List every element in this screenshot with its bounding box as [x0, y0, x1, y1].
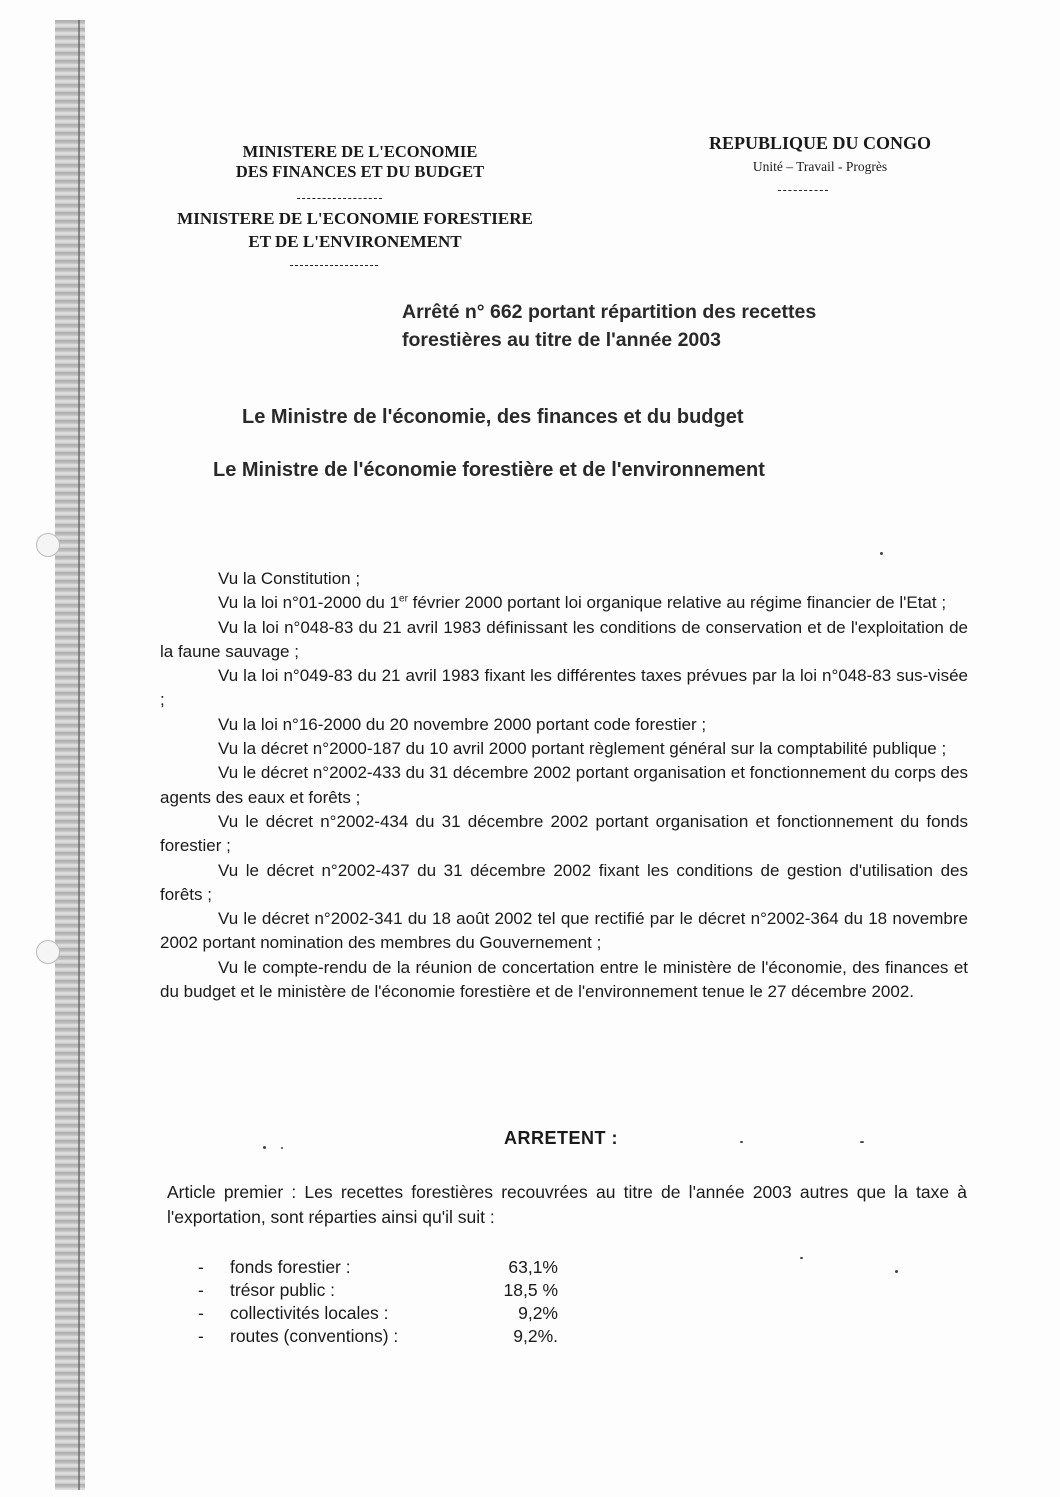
punch-hole	[36, 940, 60, 964]
visa-text: Vu la loi n°01-2000 du 1	[218, 593, 400, 613]
ministry-forest-header	[140, 207, 570, 253]
visa-loi-049-83: Vu la loi n°049-83 du 21 avril 1983 fixant les différentes taxes prévues par la loi n°048-83 sus-visée ;	[160, 666, 968, 710]
binding-line	[78, 20, 80, 1490]
scan-speck	[281, 1147, 283, 1149]
ministry-forest-line-2: ET DE L'ENVIRONEMENT	[248, 232, 462, 251]
ministry-forest-line-1: MINISTERE DE L'ECONOMIE FORESTIERE	[177, 209, 533, 228]
scan-speck	[263, 1146, 266, 1149]
list-bullet: -	[198, 1257, 204, 1277]
visas-block	[160, 567, 968, 1004]
scan-speck	[860, 1141, 864, 1143]
republic-header	[680, 132, 960, 176]
scan-speck	[740, 1141, 743, 1143]
list-item-label: routes (conventions) :	[230, 1326, 399, 1346]
minister-forest: Le Ministre de l'économie forestière et de l'environnement	[213, 459, 765, 481]
binding-edge	[55, 20, 85, 1490]
list-bullet: -	[198, 1326, 204, 1346]
visa-decret-2002-341: Vu le décret n°2002-341 du 18 août 2002 tel que rectifié par le décret n°2002-364 du 18 novembre 2002 portant nomination des membres du Gouvernement ;	[160, 909, 968, 953]
scan-speck	[895, 1270, 898, 1273]
decree-title-line-2: forestières au titre de l'année 2003	[402, 329, 721, 351]
visa-superscript: er	[399, 593, 408, 605]
list-item-value: 63,1%	[508, 1257, 558, 1277]
visa-text: février 2000 portant loi organique relative au régime financier de l'Etat ;	[407, 593, 947, 613]
visa-loi-01-2000	[160, 591, 968, 615]
punch-hole	[36, 533, 60, 557]
list-item	[198, 1303, 618, 1326]
list-item	[198, 1326, 618, 1349]
decree-title-line-1: Arrêté n° 662 portant répartition des recettes	[402, 301, 817, 323]
list-item-value: 9,2%	[518, 1303, 558, 1323]
list-item	[198, 1257, 618, 1280]
scan-speck	[800, 1257, 803, 1259]
list-bullet: -	[198, 1280, 204, 1300]
arretent-heading: ARRETENT :	[504, 1128, 618, 1148]
republic-motto: Unité – Travail - Progrès	[752, 159, 888, 174]
visa-decret-2002-433: Vu le décret n°2002-433 du 31 décembre 2002 portant organisation et fonctionnement du corps des agents des eaux et forêts ;	[160, 763, 968, 807]
ministry-finance-line-2: DES FINANCES ET DU BUDGET	[235, 162, 485, 181]
republic-title: REPUBLIQUE DU CONGO	[708, 133, 932, 153]
minister-finance: Le Ministre de l'économie, des finances et du budget	[242, 406, 744, 428]
article-premier: Article premier : Les recettes forestières recouvrées au titre de l'année 2003 autres que la taxe à l'exportation, sont réparties ainsi qu'il suit :	[167, 1182, 967, 1227]
visa-decret-2002-437: Vu le décret n°2002-437 du 31 décembre 2002 fixant les conditions de gestion d'utilisation des forêts ;	[160, 860, 968, 904]
list-item-label: collectivités locales :	[230, 1303, 389, 1323]
header-divider	[297, 198, 382, 200]
visa-constitution: Vu la Constitution ;	[218, 569, 361, 588]
list-item-value: 18,5 %	[503, 1280, 558, 1300]
visa-decret-2002-434: Vu le décret n°2002-434 du 31 décembre 2002 portant organisation et fonctionnement du fonds forestier ;	[160, 811, 968, 856]
list-item-value: 9,2%.	[513, 1326, 558, 1346]
decree-title	[402, 298, 962, 354]
list-item-label: trésor public :	[230, 1280, 336, 1300]
repartition-list	[198, 1257, 618, 1349]
visa-decret-2000-187: Vu la décret n°2000-187 du 10 avril 2000 portant règlement général sur la comptabilité publique ;	[218, 739, 947, 759]
list-item	[198, 1280, 618, 1303]
visa-compte-rendu: Vu le compte-rendu de la réunion de concertation entre le ministère de l'économie, des finances et du budget et le ministère de l'économie forestière et de l'environnement tenue le 27 décembre 2002.	[160, 957, 968, 1002]
visa-loi-048-83: Vu la loi n°048-83 du 21 avril 1983 définissant les conditions de conservation et de l'exploitation de la faune sauvage ;	[160, 617, 968, 661]
ministry-finance-line-1: MINISTERE DE L'ECONOMIE	[242, 142, 478, 161]
header-divider	[778, 190, 828, 192]
list-bullet: -	[198, 1303, 204, 1323]
header-divider	[290, 265, 378, 267]
scan-speck	[880, 552, 883, 555]
visa-loi-16-2000: Vu la loi n°16-2000 du 20 novembre 2000 portant code forestier ;	[218, 714, 707, 734]
list-item-label: fonds forestier :	[230, 1257, 351, 1277]
